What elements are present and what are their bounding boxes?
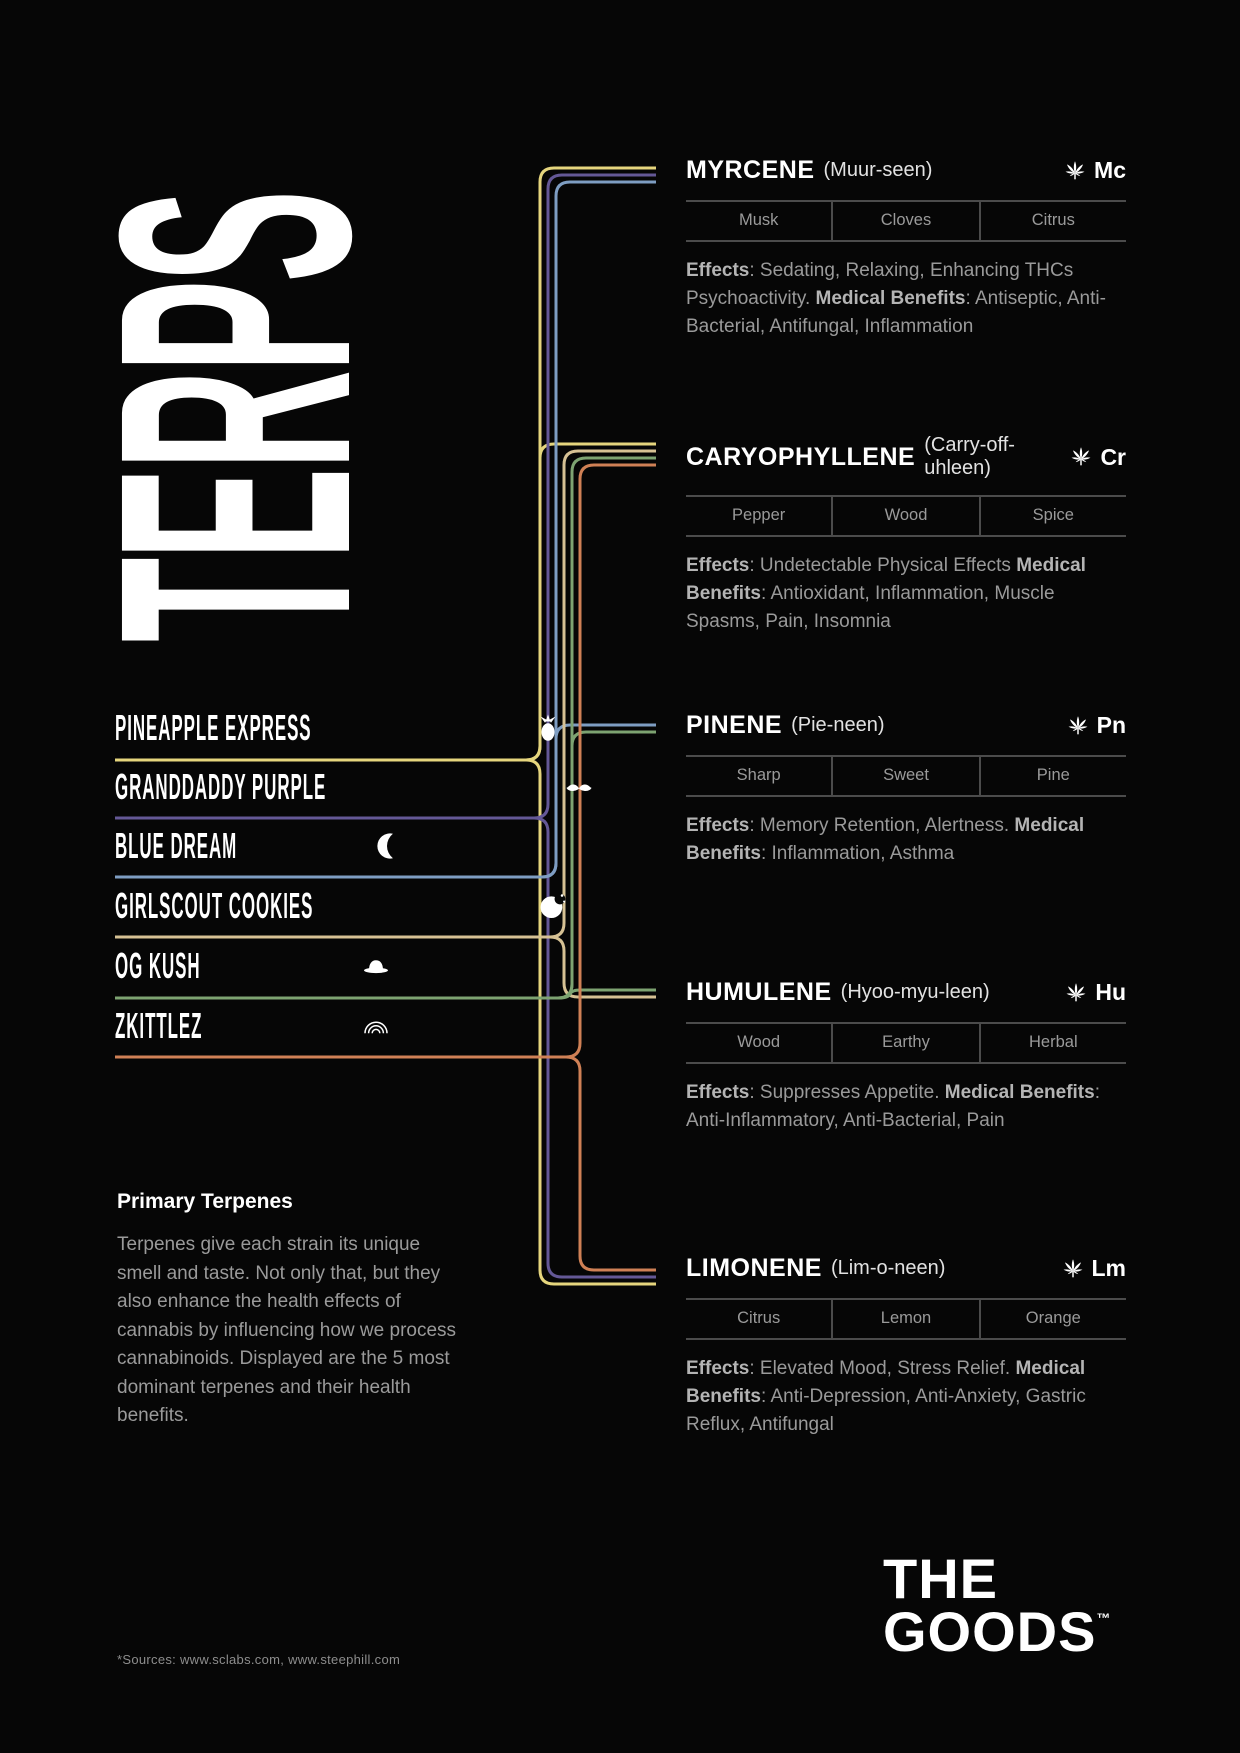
strain-label: OG KUSH <box>115 945 201 986</box>
cannabis-leaf-icon <box>1061 1257 1085 1281</box>
hat-icon <box>361 951 391 981</box>
effects-label: Effects <box>686 260 750 281</box>
strain-label: GIRLSCOUT COOKIES <box>115 885 314 926</box>
primary-terpenes-text: Terpenes give each strain its unique smell and taste. Not only that, but they also enhance the health effects of cannabis by influencing how we process cannabinoids. Displayed are the 5 most dominant terpenes and their health benefits. <box>117 1234 457 1426</box>
terpene-header <box>686 434 1126 480</box>
flavor-cell: Cloves <box>831 202 978 240</box>
terpene-pronunciation: (Muur-seen) <box>823 159 933 181</box>
pineapple-icon <box>533 713 563 743</box>
the-goods-logo <box>883 1547 1111 1664</box>
terpene-symbol-group <box>1069 444 1126 471</box>
effects-text: : Memory Retention, Alertness. <box>749 815 1015 836</box>
flavor-cell: Pepper <box>732 506 786 524</box>
flavor-cell: Earthy <box>831 1024 978 1062</box>
medical-benefits-label: Medical Benefits <box>815 288 966 310</box>
flavor-table <box>686 200 1126 242</box>
cookie-icon <box>537 891 567 921</box>
medical-benefits-text: : Antioxidant, Inflammation, Muscle Spasms, Pain, Insomnia <box>686 583 1055 633</box>
terpene-symbol-group <box>1064 979 1126 1006</box>
terpene-pronunciation: (Pie-neen) <box>791 714 885 736</box>
rainbow-icon <box>361 1011 391 1041</box>
terps-vertical-logo: TERPS <box>50 192 419 643</box>
terpene-description <box>686 812 1126 868</box>
strain-row-pineapple-express <box>115 706 391 750</box>
trademark-symbol: ™ <box>1096 1610 1111 1627</box>
flavor-cell: Sharp <box>736 766 781 784</box>
flavor-table <box>686 755 1126 797</box>
terpene-section-caryophyllene <box>686 434 1126 655</box>
primary-terpenes-title: Primary Terpenes <box>117 1190 293 1213</box>
medical-benefits-label: Medical Benefits <box>686 555 1086 605</box>
terpene-symbol: Hu <box>1095 979 1126 1005</box>
brand-line-2: GOODS™ <box>883 1600 1111 1664</box>
terpene-symbol-group <box>1063 157 1126 184</box>
medical-benefits-label: Medical Benefits <box>686 815 1085 865</box>
terpene-name: LIMONENE <box>686 1254 822 1282</box>
flavor-cell: Pine <box>979 757 1126 795</box>
sources-note: *Sources: www.sclabs.com, www.steephill.com <box>117 1652 401 1667</box>
effects-label: Effects <box>686 1358 750 1379</box>
cannabis-leaf-icon <box>1063 159 1087 183</box>
terpene-section-limonene <box>686 1254 1126 1458</box>
strain-row-og-kush <box>115 944 391 988</box>
strain-label: ZKITTLEZ <box>115 1005 203 1046</box>
effects-text: : Sedating, Relaxing, Enhancing THCs Psychoactivity. <box>686 260 1074 310</box>
effects-label: Effects <box>686 1082 750 1103</box>
flavor-cell: Wood <box>737 1033 781 1051</box>
cannabis-leaf-icon <box>1066 714 1090 738</box>
medical-benefits-text: : Inflammation, Asthma <box>760 843 955 865</box>
strain-row-granddaddy-purple <box>115 765 391 809</box>
terpene-symbol: Cr <box>1100 443 1126 470</box>
terpene-section-pinene <box>686 711 1126 887</box>
strain-label: BLUE DREAM <box>115 825 238 866</box>
effects-label: Effects <box>686 815 750 836</box>
flavor-cell: Orange <box>979 1300 1126 1338</box>
flavor-table <box>686 1022 1126 1064</box>
primary-terpenes-block <box>117 1190 469 1450</box>
terpene-name: PINENE <box>686 711 783 739</box>
terpene-symbol: Pn <box>1096 712 1126 738</box>
flavor-cell: Lemon <box>831 1300 978 1338</box>
medical-benefits-text: : Anti-Depression, Anti-Anxiety, Gastric Reflux, Antifungal <box>686 1386 1086 1436</box>
flavor-cell: Sweet <box>831 757 978 795</box>
strain-label: PINEAPPLE EXPRESS <box>115 707 312 748</box>
mustache-icon <box>564 772 594 802</box>
terpene-symbol: Lm <box>1091 1255 1126 1281</box>
terpene-symbol: Mc <box>1094 157 1126 183</box>
effects-text: : Undetectable Physical Effects <box>749 555 1017 576</box>
strain-row-zkittlez <box>115 1004 391 1048</box>
flavor-cell: Musk <box>738 211 779 229</box>
strain-row-blue-dream <box>115 824 391 868</box>
terpene-name: HUMULENE <box>686 978 832 1006</box>
terpene-pronunciation: (Lim-o-neen) <box>830 1257 946 1279</box>
moon-icon <box>375 831 405 861</box>
terpene-section-myrcene <box>686 156 1126 360</box>
strain-row-girlscout-cookies <box>115 884 391 928</box>
flavor-cell: Spice <box>979 497 1126 535</box>
terpene-name: MYRCENE <box>686 156 815 184</box>
effects-text: : Elevated Mood, Stress Relief. <box>749 1358 1016 1379</box>
terpene-pronunciation: (Hyoo-myu-leen) <box>840 981 990 1003</box>
medical-benefits-text: : Antiseptic, Anti-Bacterial, Antifungal, Inflammation <box>686 288 1106 338</box>
effects-label: Effects <box>686 555 750 576</box>
flavor-cell: Citrus <box>979 202 1126 240</box>
strain-label: GRANDDADDY PURPLE <box>115 766 327 807</box>
flavor-cell: Wood <box>831 497 978 535</box>
terpene-pronunciation: (Carry-off-uhleen) <box>924 434 1015 479</box>
terpene-description <box>686 1355 1126 1439</box>
cannabis-leaf-icon <box>1069 445 1093 469</box>
flavor-cell: Citrus <box>737 1309 781 1327</box>
terpene-name: CARYOPHYLLENE <box>686 442 916 471</box>
cannabis-leaf-icon <box>1064 981 1088 1005</box>
terpene-section-humulene <box>686 978 1126 1154</box>
medical-benefits-label: Medical Benefits <box>686 1358 1086 1408</box>
flavor-table <box>686 495 1126 537</box>
medical-benefits-label: Medical Benefits <box>944 1082 1095 1103</box>
terpene-symbol-group <box>1061 1255 1127 1282</box>
brand-line-1: THE <box>883 1547 998 1610</box>
terpene-header <box>686 978 1126 1007</box>
terpene-symbol-group <box>1066 712 1126 739</box>
flavor-table <box>686 1298 1126 1340</box>
effects-text: : Suppresses Appetite. <box>749 1082 945 1103</box>
flavor-cell: Herbal <box>979 1024 1126 1062</box>
terpene-header <box>686 156 1126 185</box>
terpene-header <box>686 1254 1126 1283</box>
terpene-header <box>686 711 1126 740</box>
medical-benefits-text: : Anti-Inflammatory, Anti-Bacterial, Pain <box>686 1082 1100 1132</box>
terpene-description <box>686 552 1126 636</box>
terpene-description <box>686 257 1126 341</box>
terpene-description <box>686 1079 1126 1135</box>
